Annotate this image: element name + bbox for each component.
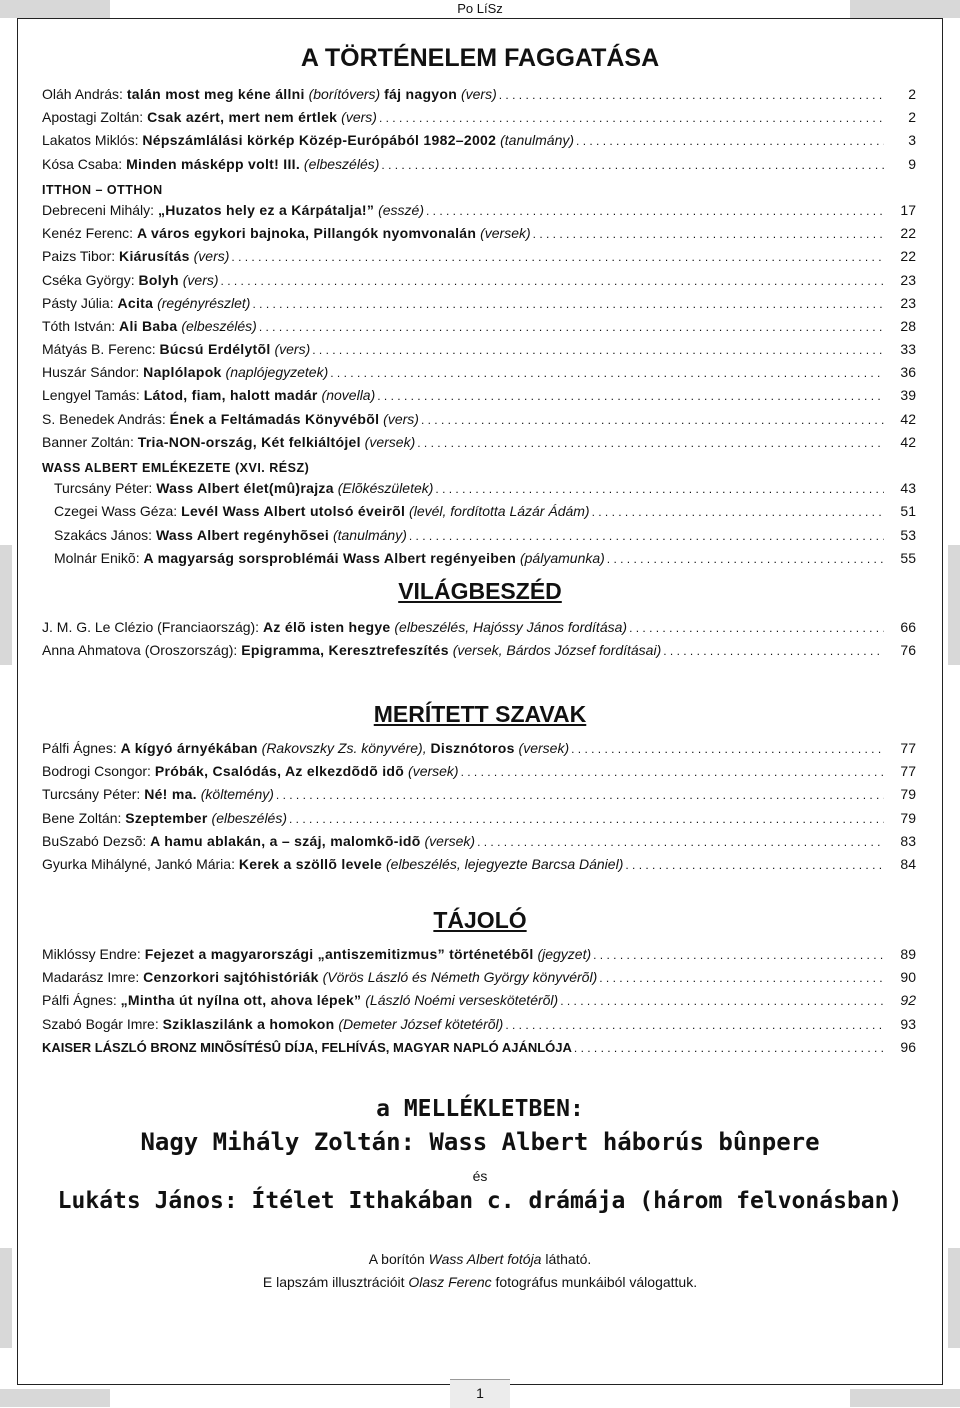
toc-entry[interactable] xyxy=(42,969,916,992)
toc-entry[interactable] xyxy=(42,740,916,763)
entry-title: A magyarság sorsproblémái Wass Albert regényeiben xyxy=(143,549,517,566)
entry-author: S. Benedek András: xyxy=(42,410,170,427)
leader-dots xyxy=(330,366,884,380)
supplement-conjunction: és xyxy=(472,1168,488,1184)
note-text: A borítón xyxy=(368,1251,429,1267)
leader-dots xyxy=(417,436,884,450)
toc-entry-text xyxy=(42,434,415,450)
section-title-meritett-szavak: MERÍTETT SZAVAK xyxy=(373,701,587,727)
entry-genre: (versek) xyxy=(476,225,531,242)
page-ref: 90 xyxy=(900,969,916,986)
toc-entry-text xyxy=(42,387,375,403)
toc-entry-text xyxy=(42,1039,572,1055)
entry-genre: (tanulmány) xyxy=(329,526,407,543)
page-ref: 53 xyxy=(900,526,916,543)
entry-title: Kerek a szöllõ levele xyxy=(238,855,383,872)
toc-entry[interactable] xyxy=(42,225,916,248)
page-ref: 23 xyxy=(900,294,916,311)
entry-author: Cséka György: xyxy=(42,271,139,288)
toc-entry-text xyxy=(42,1016,503,1032)
entry-genre: (regényrészlet) xyxy=(153,294,251,311)
leader-dots xyxy=(221,274,884,288)
supplement-line: Nagy Mihály Zoltán: Wass Albert háborús bûnpere xyxy=(140,1128,820,1156)
toc-entry[interactable] xyxy=(42,364,916,387)
page-ref: 79 xyxy=(900,786,916,803)
toc-entry[interactable] xyxy=(42,109,916,132)
entry-title: Cenzorkori sajtóhistóriák xyxy=(143,969,319,986)
entry-title: Bolyh xyxy=(138,271,179,288)
entry-genre: (vers) xyxy=(337,109,377,126)
leader-dots xyxy=(592,505,884,519)
entry-author: Apostagi Zoltán: xyxy=(42,109,148,126)
leader-dots xyxy=(574,1041,884,1055)
page-ref: 42 xyxy=(900,433,916,450)
entry-title: Az élõ isten hegye xyxy=(262,619,391,635)
entry-author: Kósa Csaba: xyxy=(42,155,127,172)
note-italic: Wass Albert fotója xyxy=(428,1251,542,1267)
entry-title: talán most meg kéne állni xyxy=(126,86,305,102)
page-ref: 92 xyxy=(900,992,916,1009)
entry-genre: (versek, Bárdos József fordításai) xyxy=(448,642,662,659)
note-italic: Olasz Ferenc xyxy=(408,1274,492,1290)
entry-title: Búcsú Erdélytõl xyxy=(159,341,271,358)
entry-title: Tria-NON-ország, Két felkiáltójel xyxy=(137,433,361,450)
supplement-line: Lukáts János: Ítélet Ithakában c. drámája (három felvonásban) xyxy=(57,1188,903,1214)
toc-entry[interactable] xyxy=(42,387,916,410)
entry-author: Szakács János: xyxy=(54,526,156,543)
leader-dots xyxy=(576,134,884,148)
corner-mark xyxy=(850,1389,960,1407)
entry-author: BuSzabó Dezsõ: xyxy=(42,832,151,849)
entry-genre: (vers) xyxy=(189,248,230,265)
entry-author: Miklóssy Endre: xyxy=(42,946,145,962)
toc-entry[interactable] xyxy=(42,248,916,271)
toc-entry-text xyxy=(42,969,597,985)
entry-genre: (László Noémi verseskötetérõl) xyxy=(361,992,559,1009)
page-ref: 76 xyxy=(900,642,916,659)
page-ref: 77 xyxy=(900,763,916,780)
leader-dots xyxy=(379,111,884,125)
toc-entry[interactable] xyxy=(42,763,916,786)
page-number: 1 xyxy=(450,1379,510,1408)
entry-genre: (vers) xyxy=(270,341,311,358)
subsection-heading: WASS ALBERT EMLÉKEZETE (XVI. RÉSZ) xyxy=(42,461,310,475)
page-ref: 89 xyxy=(900,946,916,962)
toc-entry[interactable] xyxy=(42,810,916,833)
entry-genre: (levél, fordította Lázár Ádám) xyxy=(405,503,590,520)
leader-dots xyxy=(426,204,884,218)
toc-entry-text xyxy=(42,156,379,172)
toc-entry-text xyxy=(42,318,257,334)
toc-entry[interactable] xyxy=(42,480,916,503)
page-ref: 2 xyxy=(908,109,916,126)
entry-title: Próbák, Csalódás, Az elkezdõdõ idõ xyxy=(154,763,405,780)
leader-dots xyxy=(593,948,884,962)
toc-entry[interactable] xyxy=(42,946,916,969)
entry-author: Bodrogi Csongor: xyxy=(42,763,155,780)
toc-entry[interactable] xyxy=(42,992,916,1015)
leader-dots xyxy=(409,529,884,543)
entry-genre: (versek) xyxy=(404,763,459,780)
leader-dots xyxy=(461,765,884,779)
entry-title: Minden másképp volt! III. xyxy=(126,155,301,172)
leader-dots xyxy=(259,320,884,334)
page-ref: 77 xyxy=(900,740,916,756)
entry-author: Huszár Sándor: xyxy=(42,364,144,381)
entry-title: Népszámlálási körkép Közép-Európából 1982–2002 xyxy=(142,132,497,149)
entry-author: Pásty Júlia: xyxy=(42,294,118,311)
leader-dots xyxy=(663,644,884,658)
toc-entry[interactable] xyxy=(42,550,916,573)
toc-entry-text xyxy=(42,763,459,779)
toc-entry-text xyxy=(54,503,590,519)
toc-entry[interactable] xyxy=(42,833,916,856)
illustration-note xyxy=(0,1274,960,1290)
section-title-tajolo: TÁJOLÓ xyxy=(433,907,527,933)
toc-entry[interactable] xyxy=(42,619,916,642)
leader-dots xyxy=(625,858,884,872)
entry-genre: (versek) xyxy=(514,740,570,756)
page-ref: 3 xyxy=(908,132,916,149)
page-ref: 2 xyxy=(908,86,916,102)
entry-genre: (tanulmány) xyxy=(496,132,575,149)
entry-genre: (elbeszélés) xyxy=(177,317,257,334)
toc-entry[interactable] xyxy=(42,411,916,434)
page-title: A TÖRTÉNELEM FAGGATÁSA xyxy=(300,44,660,72)
entry-title: Acita xyxy=(117,294,154,311)
entry-title: Ének a Feltámadás Könyvébõl xyxy=(169,410,380,427)
page-ref: 84 xyxy=(900,855,916,872)
running-head: Po LíSz xyxy=(446,0,514,18)
toc-entry-text xyxy=(42,272,219,288)
entry-title: Naplólapok xyxy=(143,364,222,381)
toc-entry-text xyxy=(54,480,433,496)
entry-author: Kenéz Ferenc: xyxy=(42,225,137,242)
page-ref: 39 xyxy=(900,387,916,404)
toc-entry[interactable] xyxy=(42,295,916,318)
entry-genre: (elbeszélés) xyxy=(207,809,288,826)
toc-entry[interactable] xyxy=(42,434,916,457)
section-title-vilagbeszed: VILÁGBESZÉD xyxy=(398,578,562,604)
page-ref: 22 xyxy=(900,225,916,242)
entry-title: Levél Wass Albert utolsó éveirõl xyxy=(181,503,406,520)
toc-entry[interactable] xyxy=(42,202,916,225)
page-ref: 9 xyxy=(908,155,916,172)
page-ref: 51 xyxy=(900,503,916,520)
note-text: fotográfus munkáiból válogattuk. xyxy=(491,1274,698,1290)
entry-genre: (versek) xyxy=(360,433,416,450)
toc-entry[interactable] xyxy=(42,856,916,879)
entry-genre: (elbeszélés, lejegyezte Barcsa Dániel) xyxy=(382,855,624,872)
leader-dots xyxy=(377,389,884,403)
page-ref: 66 xyxy=(900,619,916,635)
leader-dots xyxy=(435,482,884,496)
toc-tortenelem xyxy=(42,86,916,573)
leader-dots xyxy=(289,812,884,826)
toc-entry[interactable] xyxy=(42,527,916,550)
toc-entry-text xyxy=(42,202,424,218)
page-ref: 93 xyxy=(900,1015,916,1032)
entry-author: Mátyás B. Ferenc: xyxy=(42,341,160,358)
page-ref: 17 xyxy=(900,201,916,218)
toc-entry[interactable] xyxy=(42,503,916,526)
page-ref: 96 xyxy=(900,1038,916,1055)
toc-entry-text xyxy=(42,411,419,427)
entry-genre: (jegyzet) xyxy=(533,946,592,962)
toc-entry-text xyxy=(42,341,310,357)
leader-dots xyxy=(252,297,884,311)
entry-genre: (költemény) xyxy=(196,786,274,803)
entry-genre: (Rakovszky Zs. könyvére), xyxy=(257,740,431,756)
toc-meritett-szavak xyxy=(42,740,916,879)
entry-title: Epigramma, Keresztrefeszítés xyxy=(241,642,449,659)
entry-title: Látod, fiam, halott madár xyxy=(143,387,318,404)
toc-entry[interactable] xyxy=(42,156,916,179)
leader-dots xyxy=(607,552,884,566)
entry-author: Lakatos Miklós: xyxy=(42,132,143,149)
page-ref: 43 xyxy=(900,480,916,497)
entry-author: KAISER LÁSZLÓ BRONZ MINÕSÍTÉSÛ DÍJA, FELHÍVÁS, MAGYAR NAPLÓ AJÁNLÓJA xyxy=(42,1039,572,1055)
toc-entry-text xyxy=(54,550,605,566)
toc-entry-text xyxy=(42,225,531,241)
leader-dots xyxy=(276,788,884,802)
entry-genre: (pályamunka) xyxy=(516,549,605,566)
toc-entry-text xyxy=(42,364,328,380)
page-ref: 33 xyxy=(900,341,916,358)
toc-entry[interactable] xyxy=(42,341,916,364)
page-ref: 28 xyxy=(900,317,916,334)
note-text: E lapszám illusztrációit xyxy=(262,1274,409,1290)
entry-author: Szabó Bogár Imre: xyxy=(42,1015,163,1032)
toc-entry-text xyxy=(42,109,377,125)
toc-entry-text xyxy=(42,740,569,756)
side-mark xyxy=(0,545,12,665)
leader-dots xyxy=(421,413,884,427)
toc-entry-text xyxy=(42,833,475,849)
entry-title: „Huzatos hely ez a Kárpátalja!” xyxy=(157,201,375,218)
leader-dots xyxy=(533,227,884,241)
toc-entry[interactable] xyxy=(42,272,916,295)
toc-entry-text xyxy=(42,810,287,826)
entry-genre: (borítóvers) xyxy=(304,86,385,102)
entry-title: Wass Albert regényhõsei xyxy=(155,526,330,543)
page-ref: 22 xyxy=(900,248,916,265)
leader-dots xyxy=(499,88,884,102)
entry-author: Anna Ahmatova (Oroszország): xyxy=(42,642,242,659)
leader-dots xyxy=(381,158,884,172)
entry-genre: (vers) xyxy=(178,271,219,288)
toc-entry[interactable] xyxy=(42,1016,916,1039)
leader-dots xyxy=(629,621,884,635)
toc-entry[interactable] xyxy=(42,786,916,809)
entry-author: Debreceni Mihály: xyxy=(42,201,158,218)
toc-entry-text xyxy=(54,527,407,543)
note-text: látható. xyxy=(541,1251,592,1267)
corner-mark xyxy=(0,0,110,18)
entry-author: Paizs Tibor: xyxy=(42,248,120,265)
entry-author: Pálfi Ágnes: xyxy=(42,740,121,756)
entry-author: Lengyel Tamás: xyxy=(42,387,144,404)
page-ref: 79 xyxy=(900,809,916,826)
toc-entry-text xyxy=(42,856,623,872)
corner-mark xyxy=(850,0,960,18)
entry-title: A város egykori bajnoka, Pillangók nyomvonalán xyxy=(136,225,477,242)
toc-entry-text xyxy=(42,642,661,658)
entry-title: fáj nagyon xyxy=(384,86,458,102)
toc-entry-text xyxy=(42,248,229,264)
entry-author: Banner Zoltán: xyxy=(42,433,138,450)
subsection-heading: ITTHON – OTTHON xyxy=(42,182,163,197)
entry-author: J. M. G. Le Clézio (Franciaország): xyxy=(42,619,263,635)
entry-author: Oláh András: xyxy=(42,86,127,102)
toc-tajolo xyxy=(42,946,916,1062)
toc-entry[interactable] xyxy=(42,86,916,109)
side-mark xyxy=(948,545,960,665)
entry-genre: (novella) xyxy=(317,387,376,404)
page-ref: 83 xyxy=(900,832,916,849)
page-ref: 23 xyxy=(900,271,916,288)
page-ref: 55 xyxy=(900,549,916,566)
entry-title: Fejezet a magyarországi „antiszemitizmus” történetébõl xyxy=(144,946,534,962)
toc-entry-text xyxy=(42,786,274,802)
corner-mark xyxy=(0,1389,110,1407)
entry-author: Madarász Imre: xyxy=(42,969,144,986)
entry-genre: (vers) xyxy=(457,86,497,102)
entry-genre: (Demeter József kötetérõl) xyxy=(334,1015,504,1032)
toc-entry-text xyxy=(42,295,250,311)
toc-entry[interactable] xyxy=(42,1039,916,1062)
entry-genre: (Elõkészületek) xyxy=(333,480,434,497)
entry-author: Turcsány Péter: xyxy=(42,786,145,803)
entry-genre: (vers) xyxy=(379,410,419,427)
toc-entry-text xyxy=(42,992,558,1008)
toc-entry[interactable] xyxy=(42,132,916,155)
entry-title: Sziklaszilánk a homokon xyxy=(162,1015,335,1032)
leader-dots xyxy=(312,343,884,357)
leader-dots xyxy=(231,250,884,264)
leader-dots xyxy=(505,1018,884,1032)
entry-title: Wass Albert élet(mû)rajza xyxy=(156,480,334,497)
entry-title: A hamu ablakán, a – száj, malomkõ-idõ xyxy=(150,832,421,849)
toc-entry-text xyxy=(42,619,627,635)
entry-title: Né! ma. xyxy=(144,786,197,803)
entry-title: A kígyó árnyékában xyxy=(120,740,258,756)
entry-title: Disznótoros xyxy=(430,740,515,756)
entry-author: Molnár Enikõ: xyxy=(54,549,144,566)
toc-entry[interactable] xyxy=(42,642,916,665)
entry-author: Gyurka Mihályné, Jankó Mária: xyxy=(42,855,239,872)
entry-genre: (Vörös László és Németh György könyvérõl) xyxy=(318,969,598,986)
leader-dots xyxy=(477,835,884,849)
entry-genre: (naplójegyzetek) xyxy=(221,364,329,381)
leader-dots xyxy=(599,971,884,985)
toc-vilagbeszed xyxy=(42,619,916,665)
entry-title: „Mintha út nyílna ott, ahova lépek” xyxy=(120,992,362,1009)
leader-dots xyxy=(560,994,884,1008)
entry-title: Csak azért, mert nem értlek xyxy=(147,109,338,126)
toc-entry[interactable] xyxy=(42,318,916,341)
entry-title: Kiárusítás xyxy=(119,248,190,265)
toc-entry-text xyxy=(42,946,591,962)
page-ref: 42 xyxy=(900,410,916,427)
entry-genre: (elbeszélés, Hajóssy János fordítása) xyxy=(390,619,628,635)
page-ref: 36 xyxy=(900,364,916,381)
toc-entry-text xyxy=(42,86,497,102)
entry-title: Ali Baba xyxy=(119,317,178,334)
entry-author: Bene Zoltán: xyxy=(42,809,126,826)
entry-genre: (esszé) xyxy=(374,201,424,218)
supplement-heading: a MELLÉKLETBEN: xyxy=(376,1096,584,1122)
entry-author: Turcsány Péter: xyxy=(54,480,157,497)
entry-author: Tóth István: xyxy=(42,317,120,334)
entry-genre: (versek) xyxy=(420,832,476,849)
entry-author: Pálfi Ágnes: xyxy=(42,992,121,1009)
leader-dots xyxy=(571,742,884,756)
entry-title: Szeptember xyxy=(125,809,208,826)
toc-entry-text xyxy=(42,132,574,148)
entry-genre: (elbeszélés) xyxy=(300,155,380,172)
entry-author: Czegei Wass Géza: xyxy=(54,503,182,520)
cover-note xyxy=(0,1251,960,1267)
